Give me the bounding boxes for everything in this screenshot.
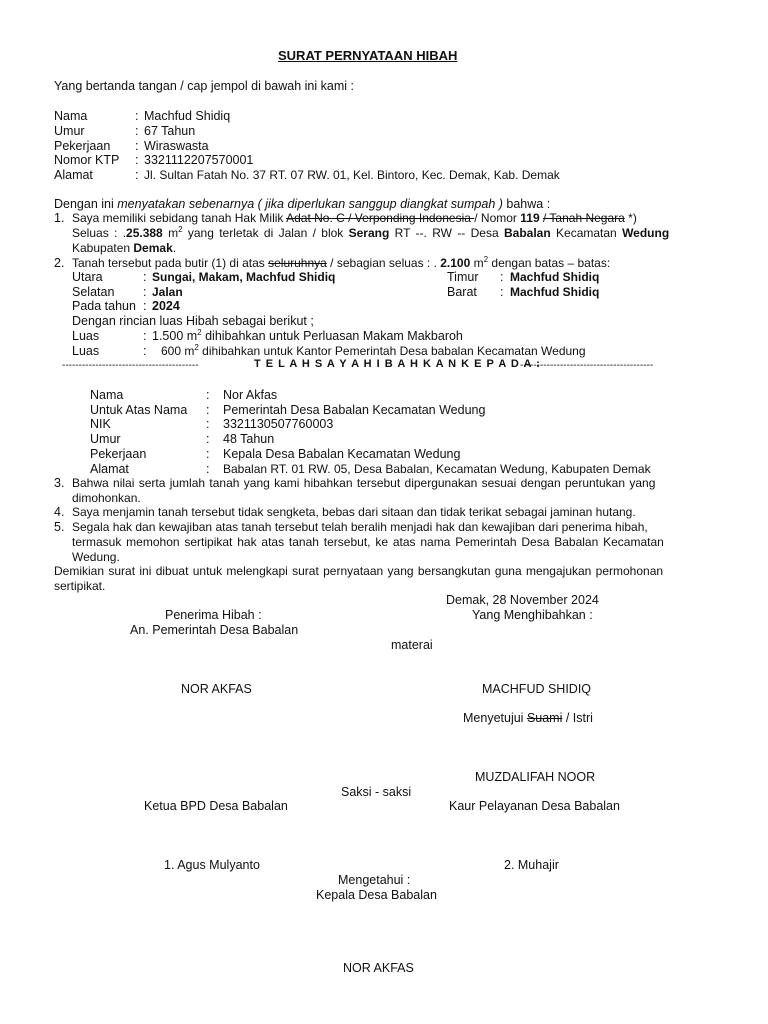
giver-colon: : xyxy=(135,139,139,153)
intro-text: Yang bertanda tangan / cap jempol di bawah ini kami : xyxy=(54,79,354,93)
menyetujui-line xyxy=(463,711,593,726)
receiver-colon: : xyxy=(206,462,210,476)
receiver-label: Pekerjaan xyxy=(90,447,147,461)
luas-amount: 1.500 m xyxy=(152,329,198,343)
saksi2-title: Kaur Pelayanan Desa Babalan xyxy=(449,799,620,813)
saksi1-name: 1. Agus Mulyanto xyxy=(164,858,260,872)
item2-sup: 2 xyxy=(483,255,489,264)
item1-text: / Nomor xyxy=(474,211,521,225)
item1-line3 xyxy=(72,241,176,256)
tahun-label: Pada tahun xyxy=(72,299,136,313)
saksi-label: Saksi - saksi xyxy=(341,785,412,799)
item3-line2: dimohonkan. xyxy=(72,491,141,505)
saksi1-title: Ketua BPD Desa Babalan xyxy=(144,799,288,813)
receiver-value: 3321130507760003 xyxy=(223,417,334,431)
boundary-colon: : xyxy=(500,285,504,299)
item1-text: Seluas : . xyxy=(72,226,127,240)
giver-value: Jl. Sultan Fatah No. 37 RT. 07 RW. 01, Kel. Bintoro, Kec. Demak, Kab. Demak xyxy=(144,168,560,182)
item-number: 2. xyxy=(54,256,65,270)
item5-line2: termasuk memohon sertipikat hak atas tanah tersebut, ke atas nama Pemerintah Desa Babalan Kecamatan xyxy=(72,535,664,549)
item1-nomor: 119 xyxy=(520,211,540,225)
giver-value: Wiraswasta xyxy=(144,139,209,153)
boundary-value: Sungai, Makam, Machfud Shidiq xyxy=(152,270,336,284)
item1-kab: Demak xyxy=(133,241,173,255)
luas-label: Luas xyxy=(72,329,100,343)
item2-text: dengan batas – batas: xyxy=(488,256,611,270)
receiver-label: Alamat xyxy=(90,462,129,476)
item-number: 5. xyxy=(54,520,65,534)
giver-label: Alamat xyxy=(54,168,93,182)
boundary-label: Utara xyxy=(72,270,103,284)
saksi2-name: 2. Muhajir xyxy=(504,858,559,872)
item-number: 1. xyxy=(54,211,65,225)
item1-desa: Babalan xyxy=(504,226,551,240)
kades-title: Kepala Desa Babalan xyxy=(316,888,437,902)
materai-label: materai xyxy=(391,638,433,652)
item1-line2 xyxy=(72,226,669,241)
item2-text: m xyxy=(470,256,484,270)
luas-desc: dihibahkan untuk Kantor Pemerintah Desa babalan Kecamatan Wedung xyxy=(198,344,586,358)
item1-text: *) xyxy=(624,211,637,225)
item1-text: yang terletak di Jalan / blok xyxy=(182,226,349,240)
item1-kec: Wedung xyxy=(622,226,670,240)
place-date: Demak, 28 November 2024 xyxy=(446,593,599,607)
closing-line2: sertipikat. xyxy=(54,579,106,593)
divider-left: ----------------------------------------- xyxy=(62,360,199,371)
receiver-value: Kepala Desa Babalan Kecamatan Wedung xyxy=(223,447,461,461)
boundary-value: Machfud Shidiq xyxy=(510,285,600,299)
luas-colon: : xyxy=(143,344,147,358)
boundary-colon: : xyxy=(143,285,147,299)
rincian-text: Dengan rincian luas Hibah sebagai berikut ; xyxy=(72,314,314,328)
giver-label: Umur xyxy=(54,124,85,138)
item1-text: Saya memiliki sebidang tanah Hak Milik xyxy=(72,211,287,225)
receiver-value: Pemerintah Desa Babalan Kecamatan Wedung xyxy=(223,403,486,417)
luas-label: Luas xyxy=(72,344,100,358)
item1-text: m xyxy=(162,226,179,240)
statement-prefix: Dengan ini xyxy=(54,197,118,211)
receiver-colon: : xyxy=(206,447,210,461)
item1-luas: 25.388 xyxy=(126,226,163,240)
giver-label: Nama xyxy=(54,109,88,123)
item2-text: Tanah tersebut pada butir (1) di atas xyxy=(72,256,269,270)
receiver-label: Umur xyxy=(90,432,121,446)
item3-line1: Bahwa nilai serta jumlah tanah yang kami hibahkan tersebut dipergunakan sesuai dengan peruntukan yang xyxy=(72,476,656,490)
giver-colon: : xyxy=(135,153,139,167)
boundary-label: Timur xyxy=(447,270,479,284)
receiver-label: Nama xyxy=(90,388,124,402)
statement-italic: menyatakan sebenarnya ( jika diperlukan sanggup diangkat sumpah ) xyxy=(117,197,503,211)
menyetujui-text: Menyetujui xyxy=(463,711,527,725)
luas-value xyxy=(152,329,463,344)
item1-sup: 2 xyxy=(178,225,183,234)
boundary-value: Machfud Shidiq xyxy=(510,270,600,284)
giver-value: 67 Tahun xyxy=(144,124,196,138)
divider-right: ---------------------------------------- xyxy=(520,360,654,371)
item2-line1 xyxy=(72,256,610,271)
item1-strike: Adat No. C / Verponding Indonesia xyxy=(286,211,475,225)
receiver-value: Babalan RT. 01 RW. 05, Desa Babalan, Kecamatan Wedung, Kabupaten Demak xyxy=(223,462,651,476)
menyetujui-strike: Suami xyxy=(526,711,563,725)
item1-text: RT --. RW -- Desa xyxy=(389,226,504,240)
istri-name: MUZDALIFAH NOOR xyxy=(475,770,596,784)
boundary-colon: : xyxy=(143,270,147,284)
item1-strike: / Tanah Negara xyxy=(542,211,625,225)
item1-blok: Serang xyxy=(348,226,390,240)
item2-strike: seluruhnya xyxy=(268,256,327,270)
statement-suffix: bahwa : xyxy=(502,197,551,211)
divider-text: T E L A H S A Y A H I B A H K A N K E P A D A : xyxy=(254,358,541,370)
receiver-colon: : xyxy=(206,417,210,431)
receiver-colon: : xyxy=(206,403,210,417)
item2-text: / sebagian seluas : . xyxy=(326,256,441,270)
item5-line3: Wedung. xyxy=(72,550,120,564)
boundary-label: Barat xyxy=(447,285,477,299)
penerima-label: Penerima Hibah : xyxy=(165,608,262,622)
boundary-value: Jalan xyxy=(152,285,183,299)
item1-text: . xyxy=(172,241,177,255)
receiver-label: Untuk Atas Nama xyxy=(90,403,188,417)
pemberi-name: MACHFUD SHIDIQ xyxy=(482,682,592,696)
kades-name: NOR AKFAS xyxy=(343,961,414,975)
menghibahkan-label: Yang Menghibahkan : xyxy=(472,608,593,622)
luas-amount: 600 m xyxy=(161,344,195,358)
menyetujui-text: / Istri xyxy=(562,711,593,725)
giver-label: Nomor KTP xyxy=(54,153,120,167)
giver-colon: : xyxy=(135,109,139,123)
giver-label: Pekerjaan xyxy=(54,139,111,153)
item-number: 4. xyxy=(54,505,65,519)
luas-colon: : xyxy=(143,329,147,343)
tahun-colon: : xyxy=(143,299,147,313)
statement-line xyxy=(54,197,550,212)
receiver-label: NIK xyxy=(90,417,111,431)
luas-sup: 2 xyxy=(197,327,202,337)
boundary-label: Selatan xyxy=(72,285,115,299)
item-number: 3. xyxy=(54,476,65,490)
mengetahui-label: Mengetahui : xyxy=(338,873,411,887)
closing-line1: Demikian surat ini dibuat untuk melengkapi surat pernyataan yang bersangkutan guna mengajukan permohonan xyxy=(54,564,664,578)
tahun-value: 2024 xyxy=(152,299,180,313)
luas-desc: dihibahkan untuk Perluasan Makam Makbaroh xyxy=(201,329,463,343)
penerima-name: NOR AKFAS xyxy=(181,682,252,696)
luas-sup: 2 xyxy=(194,343,199,352)
item1-line1 xyxy=(72,211,637,226)
giver-value: 3321112207570001 xyxy=(144,153,254,167)
boundary-colon: : xyxy=(500,270,504,284)
receiver-value: 48 Tahun xyxy=(223,432,275,446)
penerima-an: An. Pemerintah Desa Babalan xyxy=(130,623,299,637)
receiver-colon: : xyxy=(206,432,210,446)
item1-text: Kabupaten xyxy=(72,241,134,255)
item4-line1: Saya menjamin tanah tersebut tidak sengketa, bebas dari sitaan dan tidak terikat sebagai jaminan hutang. xyxy=(72,505,636,519)
giver-colon: : xyxy=(135,124,139,138)
giver-value: Machfud Shidiq xyxy=(144,109,231,123)
item1-text: Kecamatan xyxy=(550,226,623,240)
item5-line1: Segala hak dan kewajiban atas tanah tersebut telah beralih menjadi hak dan kewajiban dari penerima hibah, xyxy=(72,520,648,534)
document-title: SURAT PERNYATAAN HIBAH xyxy=(278,48,458,63)
receiver-colon: : xyxy=(206,388,210,402)
giver-colon: : xyxy=(135,168,139,182)
item2-luas: 2.100 xyxy=(440,256,471,270)
receiver-value: Nor Akfas xyxy=(223,388,278,402)
